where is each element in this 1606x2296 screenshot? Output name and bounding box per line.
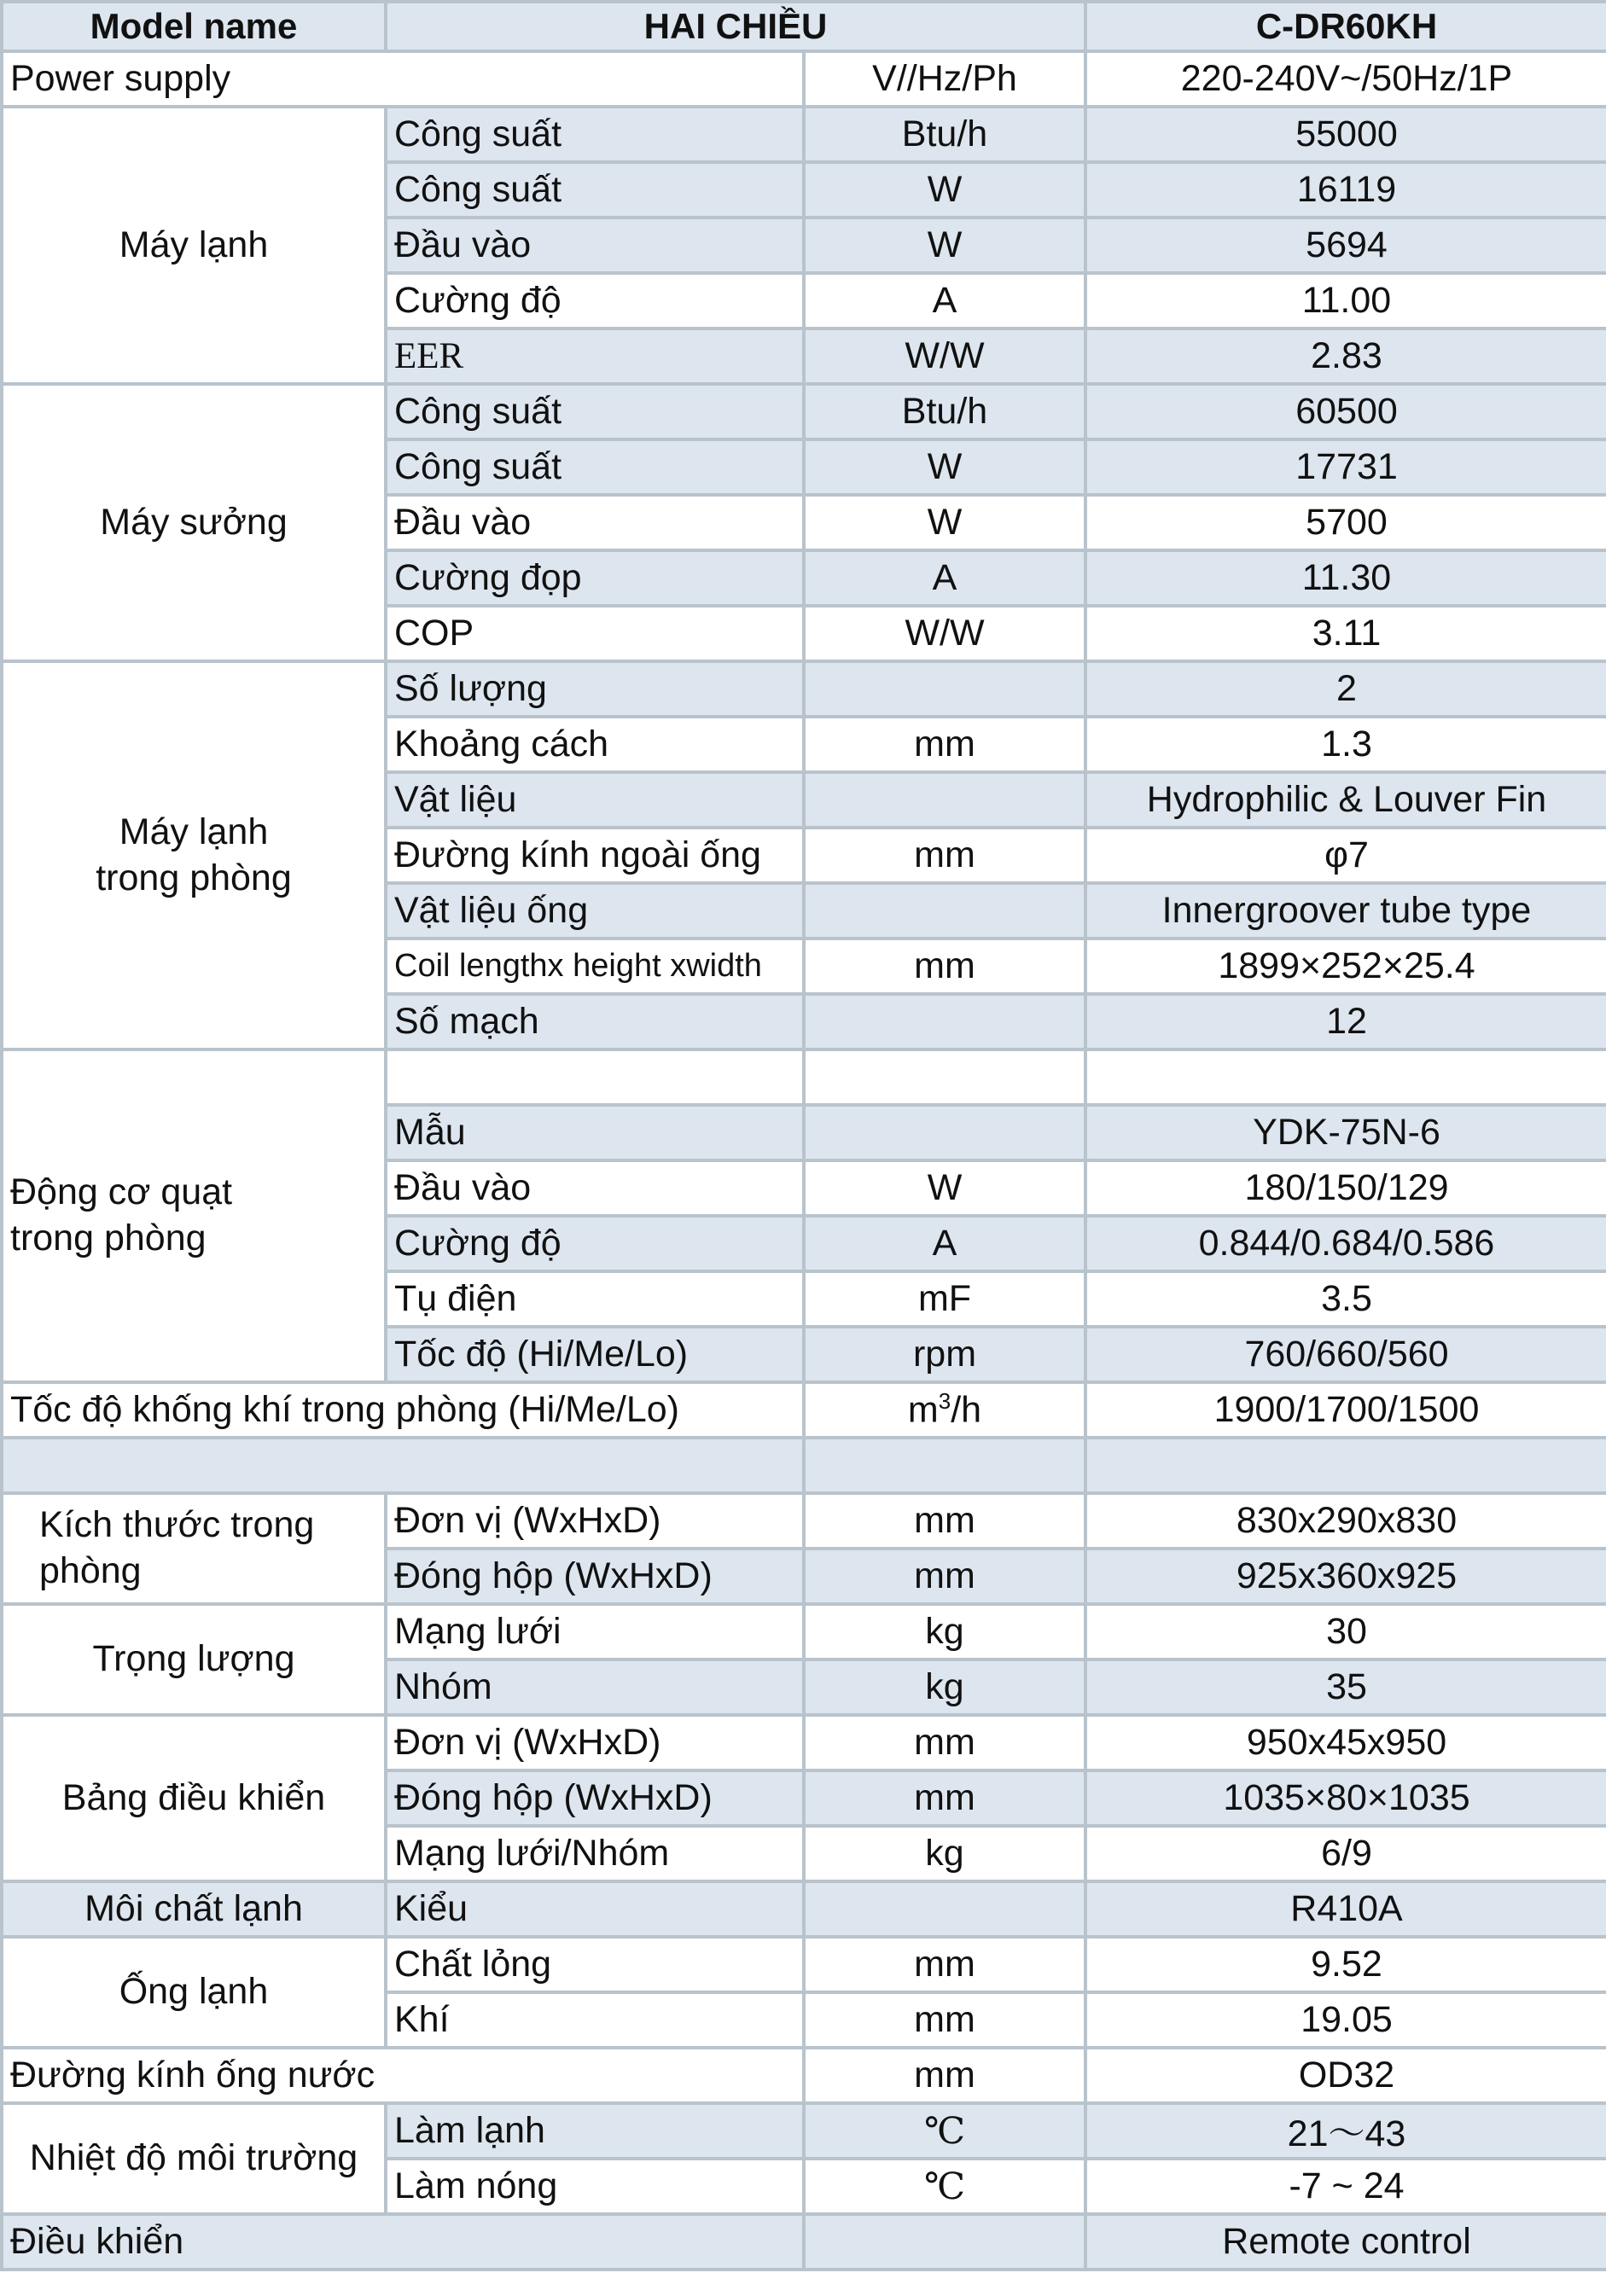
row-value: 1899×252×25.4 — [1085, 939, 1606, 994]
row-unit: ℃ — [804, 2103, 1085, 2159]
row-value: YDK-75N-6 — [1085, 1105, 1606, 1160]
header-row — [2, 2, 1606, 51]
row-label: Nhóm — [386, 1660, 804, 1715]
row-value: 830x290x830 — [1085, 1493, 1606, 1549]
row-label: Đầu vào — [386, 1160, 804, 1216]
table-row-empty — [2, 1049, 1606, 1105]
row-unit: W — [804, 218, 1085, 273]
type-label: HAI CHIỀU — [386, 2, 1085, 51]
row-label: Tốc độ (Hi/Me/Lo) — [386, 1327, 804, 1382]
row-label: Vật liệu ống — [386, 883, 804, 939]
row-unit — [804, 1105, 1085, 1160]
row-label: Kiểu — [386, 1881, 804, 1937]
group-line-2: phòng — [39, 1550, 142, 1591]
row-label: Đóng hộp (WxHxD) — [386, 1770, 804, 1826]
control-value: Remote control — [1085, 2214, 1606, 2270]
cooling-group-label: Máy lạnh — [2, 107, 386, 384]
spacer-row — [2, 1438, 1606, 1493]
row-value: 6/9 — [1085, 1826, 1606, 1881]
row-label: Số lượng — [386, 661, 804, 717]
empty-cell — [1085, 1438, 1606, 1493]
row-label: Đơn vị (WxHxD) — [386, 1715, 804, 1770]
row-label: COP — [386, 606, 804, 661]
row-unit: mm — [804, 717, 1085, 772]
model-name-label: Model name — [2, 2, 386, 51]
airflow-value: 1900/1700/1500 — [1085, 1382, 1606, 1438]
row-value: 55000 — [1085, 107, 1606, 162]
row-label: Mạng lưới/Nhóm — [386, 1826, 804, 1881]
row-value: 9.52 — [1085, 1937, 1606, 1992]
row-value: 925x360x925 — [1085, 1549, 1606, 1604]
row-unit: W/W — [804, 606, 1085, 661]
row-label: Công suất — [386, 107, 804, 162]
row-value: 11.30 — [1085, 550, 1606, 606]
row-unit: kg — [804, 1826, 1085, 1881]
pipe-group-label: Ống lạnh — [2, 1937, 386, 2048]
row-value: Hydrophilic & Louver Fin — [1085, 772, 1606, 828]
table-row — [2, 1715, 1606, 1770]
row-unit: mm — [804, 1937, 1085, 1992]
row-label: Coil lengthx height xwidth — [386, 939, 804, 994]
drain-unit: mm — [804, 2048, 1085, 2103]
row-value: 60500 — [1085, 384, 1606, 439]
table-row — [2, 384, 1606, 439]
row-label: Khí — [386, 1992, 804, 2048]
row-value: 3.5 — [1085, 1271, 1606, 1327]
row-label: EER — [386, 328, 804, 384]
weight-group-label: Trọng lượng — [2, 1604, 386, 1715]
row-value: 17731 — [1085, 439, 1606, 495]
group-line-2: trong phòng — [10, 1218, 207, 1258]
row-unit: mm — [804, 1770, 1085, 1826]
group-line-1: Máy lạnh — [119, 811, 269, 852]
power-supply-row — [2, 51, 1606, 107]
row-label: Số mạch — [386, 994, 804, 1049]
row-label: Mẫu — [386, 1105, 804, 1160]
row-value: 1035×80×1035 — [1085, 1770, 1606, 1826]
row-value: 35 — [1085, 1660, 1606, 1715]
control-label: Điều khiển — [2, 2214, 804, 2270]
indoor-dims-group-label — [2, 1493, 386, 1604]
row-value: 0.844/0.684/0.586 — [1085, 1216, 1606, 1271]
control-row — [2, 2214, 1606, 2270]
row-value: φ7 — [1085, 828, 1606, 883]
row-label: Đầu vào — [386, 218, 804, 273]
row-label: Đường kính ngoài ống — [386, 828, 804, 883]
model-value: C-DR60KH — [1085, 2, 1606, 51]
row-unit: mF — [804, 1271, 1085, 1327]
row-label: Làm nóng — [386, 2159, 804, 2214]
row-value: 2.83 — [1085, 328, 1606, 384]
row-unit — [804, 994, 1085, 1049]
refrigerant-group-label: Môi chất lạnh — [2, 1881, 386, 1937]
row-unit: mm — [804, 939, 1085, 994]
row-value: 1.3 — [1085, 717, 1606, 772]
row-unit: ℃ — [804, 2159, 1085, 2214]
row-value: R410A — [1085, 1881, 1606, 1937]
refrigerant-row — [2, 1881, 1606, 1937]
row-value: 12 — [1085, 994, 1606, 1049]
row-unit: W — [804, 495, 1085, 550]
row-unit — [804, 883, 1085, 939]
panel-group-label: Bảng điều khiển — [2, 1715, 386, 1881]
row-label: Cường đọp — [386, 550, 804, 606]
row-value: 2 — [1085, 661, 1606, 717]
row-unit: A — [804, 273, 1085, 328]
row-unit: kg — [804, 1604, 1085, 1660]
row-label: Chất lỏng — [386, 1937, 804, 1992]
indoor-fan-group-label — [2, 1049, 386, 1382]
row-value: 180/150/129 — [1085, 1160, 1606, 1216]
row-unit: W — [804, 162, 1085, 218]
row-value: -7 ~ 24 — [1085, 2159, 1606, 2214]
row-value: 3.11 — [1085, 606, 1606, 661]
row-unit: mm — [804, 1549, 1085, 1604]
row-label: Đầu vào — [386, 495, 804, 550]
power-supply-label: Power supply — [2, 51, 804, 107]
row-value: 11.00 — [1085, 273, 1606, 328]
table-row — [2, 107, 1606, 162]
group-line-2: trong phòng — [96, 857, 292, 898]
row-value: 5694 — [1085, 218, 1606, 273]
empty-cell — [804, 2214, 1085, 2270]
row-value: Innergroover tube type — [1085, 883, 1606, 939]
table-row — [2, 1604, 1606, 1660]
group-line-1: Động cơ quạt — [10, 1171, 233, 1213]
row-unit: W — [804, 1160, 1085, 1216]
empty-cell — [2, 1438, 804, 1493]
row-unit: Btu/h — [804, 384, 1085, 439]
row-value: 30 — [1085, 1604, 1606, 1660]
empty-cell — [386, 1049, 804, 1105]
row-unit: A — [804, 1216, 1085, 1271]
empty-cell — [804, 1049, 1085, 1105]
row-label: Khoảng cách — [386, 717, 804, 772]
empty-cell — [804, 1438, 1085, 1493]
row-unit — [804, 772, 1085, 828]
row-label: Công suất — [386, 384, 804, 439]
power-supply-unit: V//Hz/Ph — [804, 51, 1085, 107]
empty-cell — [1085, 1049, 1606, 1105]
drain-row — [2, 2048, 1606, 2103]
table-row — [2, 1937, 1606, 1992]
table-row — [2, 1493, 1606, 1549]
row-value: 760/660/560 — [1085, 1327, 1606, 1382]
row-value: 950x45x950 — [1085, 1715, 1606, 1770]
power-supply-value: 220-240V~/50Hz/1P — [1085, 51, 1606, 107]
row-value: 21～43 — [1085, 2103, 1606, 2159]
row-label: Công suất — [386, 162, 804, 218]
row-unit: Btu/h — [804, 107, 1085, 162]
row-value: 16119 — [1085, 162, 1606, 218]
group-line-1: Kích thước trong — [39, 1504, 315, 1546]
indoor-coil-group-label — [2, 661, 386, 1049]
drain-label: Đường kính ống nước — [2, 2048, 804, 2103]
row-unit: rpm — [804, 1327, 1085, 1382]
airflow-row — [2, 1382, 1606, 1438]
row-label: Mạng lưới — [386, 1604, 804, 1660]
row-unit: mm — [804, 1715, 1085, 1770]
airflow-label: Tốc độ khống khí trong phòng (Hi/Me/Lo) — [2, 1382, 804, 1438]
row-label: Cường độ — [386, 1216, 804, 1271]
ambient-group-label: Nhiệt độ môi trường — [2, 2103, 386, 2214]
row-unit: kg — [804, 1660, 1085, 1715]
row-label: Cường độ — [386, 273, 804, 328]
row-label: Đóng hộp (WxHxD) — [386, 1549, 804, 1604]
row-unit: mm — [804, 1493, 1085, 1549]
table-row — [2, 661, 1606, 717]
row-label: Vật liệu — [386, 772, 804, 828]
row-unit: mm — [804, 828, 1085, 883]
row-unit: mm — [804, 1992, 1085, 2048]
row-unit — [804, 1881, 1085, 1937]
airflow-unit: $m^3/h$ — [804, 1382, 1085, 1438]
drain-value: OD32 — [1085, 2048, 1606, 2103]
table-row — [2, 2103, 1606, 2159]
row-value: 19.05 — [1085, 1992, 1606, 2048]
row-unit: W — [804, 439, 1085, 495]
row-unit: W/W — [804, 328, 1085, 384]
row-label: Làm lạnh — [386, 2103, 804, 2159]
row-unit: A — [804, 550, 1085, 606]
heating-group-label: Máy sưởng — [2, 384, 386, 661]
row-label: Tụ điện — [386, 1271, 804, 1327]
row-label: Đơn vị (WxHxD) — [386, 1493, 804, 1549]
row-unit — [804, 661, 1085, 717]
row-value: 5700 — [1085, 495, 1606, 550]
row-label: Công suất — [386, 439, 804, 495]
